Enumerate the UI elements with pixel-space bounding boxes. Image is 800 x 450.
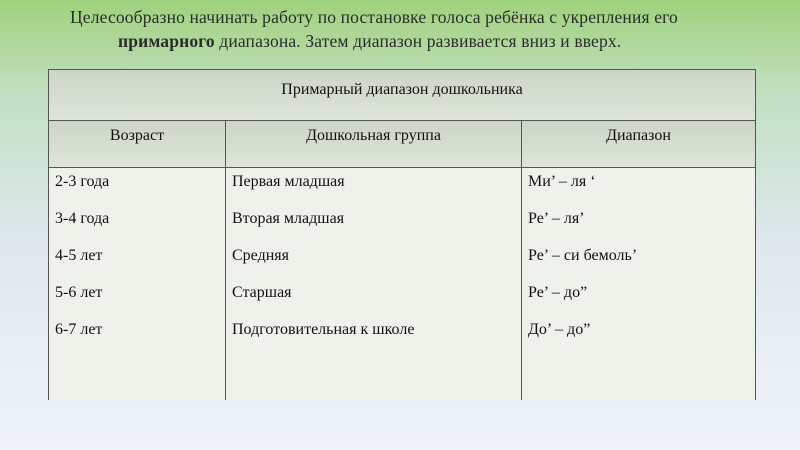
table-header-row (49, 121, 755, 168)
table-body-row (49, 168, 755, 400)
intro-bold-word: примарного (118, 31, 215, 51)
age-cell: 3-4 года (55, 210, 110, 227)
group-column (226, 168, 522, 400)
header-age: Возраст (49, 121, 226, 167)
group-cell: Старшая (232, 284, 292, 301)
range-cell: Ре’ – до” (528, 284, 588, 301)
age-cell: 2-3 года (55, 173, 110, 190)
range-table (48, 69, 756, 400)
intro-line-2 (70, 29, 785, 53)
age-column (49, 168, 226, 400)
header-range: Диапазон (606, 127, 671, 144)
range-cell: Ми’ – ля ‘ (528, 173, 596, 190)
group-cell: Подготовительная к школе (232, 321, 415, 338)
header-group: Дошкольная группа (226, 121, 522, 167)
intro-line-1: Целесообразно начинать работу по постановке голоса ребёнка с укрепления его (70, 7, 678, 27)
group-cell: Вторая младшая (232, 210, 345, 227)
group-cell: Средняя (232, 247, 289, 264)
intro-text (70, 5, 785, 53)
age-cell: 4-5 лет (55, 247, 103, 264)
group-cell: Первая младшая (232, 173, 345, 190)
intro-line-2-rest: диапазона. Затем диапазон развивается вниз и вверх. (214, 31, 622, 51)
range-cell: Ре’ – ля’ (528, 210, 585, 227)
range-cell: До’ – до” (528, 321, 591, 338)
range-column (522, 168, 755, 400)
range-cell: Ре’ – си бемоль’ (528, 247, 638, 264)
table-title: Примарный диапазон дошкольника (49, 70, 755, 121)
age-cell: 6-7 лет (55, 321, 103, 338)
age-cell: 5-6 лет (55, 284, 103, 301)
